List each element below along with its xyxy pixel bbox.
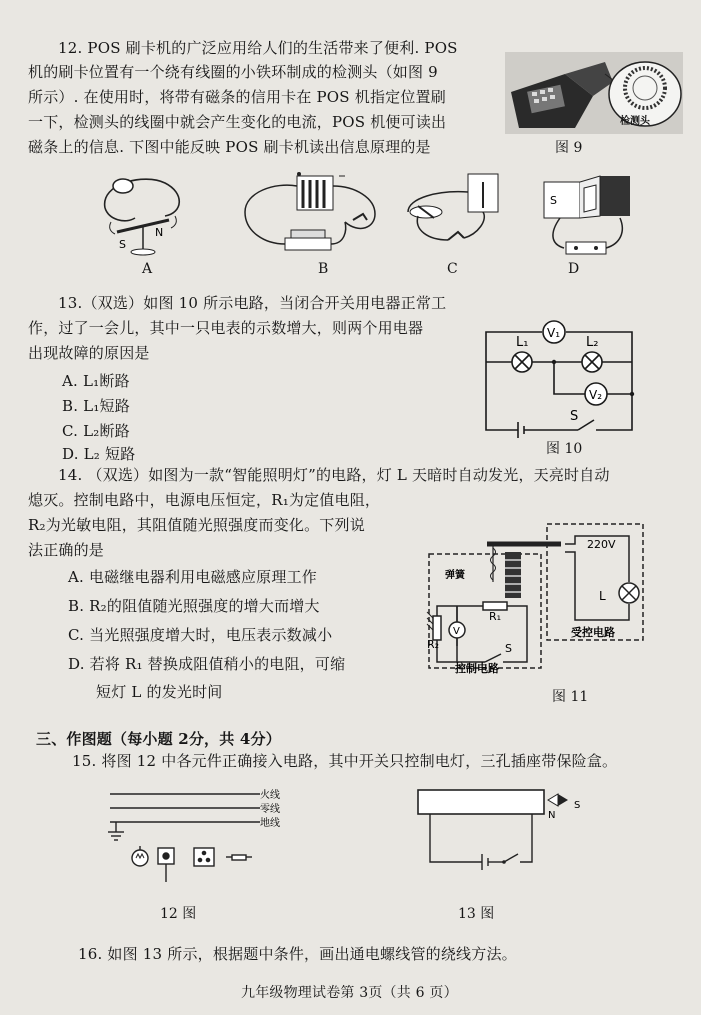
q12-line-1: 12. POS 刷卡机的广泛应用给人们的生活带来了便利. POS — [58, 39, 458, 57]
q14-option-a: A. 电磁继电器利用电磁感应原理工作 — [68, 568, 317, 586]
wire-neutral-label: 零线 — [260, 804, 280, 815]
fig11-r1-label: R₁ — [489, 610, 502, 623]
fig10-l2-label: L₂ — [586, 335, 599, 350]
fig9-inset-label: 检测头 — [620, 116, 650, 127]
q13-option-d: D. L₂ 短路 — [62, 445, 136, 463]
fig11-voltage-label: 220V — [587, 538, 616, 551]
section-3-title: 三、作图题（每小题 2分，共 4分） — [36, 730, 281, 748]
magnet-s-label: S — [119, 238, 126, 251]
fig12-house-wiring — [102, 786, 302, 892]
fig11-control-label: 控制电路 — [455, 662, 499, 674]
option-c-label: C — [447, 261, 458, 277]
fig13-n-label: N — [548, 810, 556, 821]
fig11-controlled-label: 受控电路 — [571, 626, 615, 639]
option-d-label: D — [568, 261, 580, 277]
fig13-caption: 13 图 — [458, 906, 495, 922]
fig10-caption: 图 10 — [546, 441, 583, 457]
q14-option-d-continued: 短灯 L 的发光时间 — [96, 683, 223, 701]
q13-option-b: B. L₁短路 — [62, 397, 130, 415]
q13-option-c: C. L₂断路 — [62, 422, 130, 440]
q14-option-d: D. 若将 R₁ 替换成阻值稍小的电阻，可缩 — [68, 655, 346, 673]
q14-line-2: 熄灭。控制电路中，电源电压恒定，R₁为定值电阻， — [28, 491, 381, 509]
option-a-label: A — [142, 261, 153, 277]
fig11-switch-label: S — [505, 642, 512, 655]
q16-text: 16. 如图 13 所示，根据题中条件，画出通电螺线管的绕线方法。 — [78, 945, 517, 963]
pos-machine-photo — [505, 52, 683, 134]
option-a-figure — [95, 168, 190, 260]
fig11-r2-label: R₂ — [427, 638, 440, 651]
fig10-circuit — [480, 306, 640, 441]
q14-line-1: 14. （双选）如图为一款“智能照明灯”的电路，灯 L 天暗时自动发光，天亮时自动 — [58, 466, 610, 484]
fig11-voltmeter-label: V — [453, 626, 460, 637]
q14-option-b: B. R₂的阻值随光照强度的增大而增大 — [68, 597, 320, 615]
fig13-solenoid — [412, 786, 592, 892]
wire-ground-label: 地线 — [260, 818, 280, 829]
q13-line-1: 13.（双选）如图 10 所示电路，当闭合开关用电器正常工 — [58, 294, 447, 312]
q12-line-5: 磁条上的信息. 下图中能反映 POS 刷卡机读出信息原理的是 — [28, 138, 431, 156]
option-d-s-label: S — [550, 194, 557, 207]
q13-line-3: 出现故障的原因是 — [28, 344, 150, 362]
option-c-figure — [398, 170, 508, 262]
q14-line-3: R₂为光敏电阻，其阻值随光照强度而变化。下列说 — [28, 516, 365, 534]
wire-live-label: 火线 — [260, 790, 280, 801]
option-d-figure — [540, 172, 635, 262]
fig11-spring-label: 弹簧 — [445, 570, 465, 581]
q14-option-c: C. 当光照强度增大时，电压表示数减小 — [68, 626, 333, 644]
fig9-caption: 图 9 — [555, 140, 583, 156]
option-b-figure — [235, 172, 385, 262]
fig10-switch-label: S — [570, 409, 579, 424]
q13-option-a: A. L₁断路 — [62, 372, 130, 390]
fig10-v2-label: V₂ — [589, 388, 603, 402]
fig11-lamp-label: L — [599, 589, 606, 603]
q13-line-2: 作，过了一会儿，其中一只电表的示数增大，则两个用电器 — [28, 319, 424, 337]
fig13-s-label: S — [574, 800, 581, 811]
fig10-l1-label: L₁ — [516, 335, 529, 350]
q15-text: 15. 将图 12 中各元件正确接入电路，其中开关只控制电灯，三孔插座带保险盒。 — [72, 752, 618, 770]
fig10-v1-label: V₁ — [547, 326, 561, 340]
option-b-label: B — [318, 261, 329, 277]
q12-line-4: 一下，检测头的线圈中就会产生变化的电流，POS 机便可读出 — [28, 113, 447, 131]
fig12-caption: 12 图 — [160, 906, 197, 922]
q14-line-4: 法正确的是 — [28, 541, 105, 559]
q12-line-3: 所示）. 在使用时，将带有磁条的信用卡在 POS 机指定位置刷 — [28, 88, 446, 106]
q12-line-2: 机的刷卡位置有一个绕有线圈的小铁环制成的检测头（如图 9 — [28, 63, 438, 81]
fig11-circuit — [425, 522, 647, 674]
magnet-n-label: N — [155, 226, 164, 239]
page-footer: 九年级物理试卷第 3页（共 6 页） — [241, 985, 458, 1001]
fig11-caption: 图 11 — [552, 689, 589, 705]
